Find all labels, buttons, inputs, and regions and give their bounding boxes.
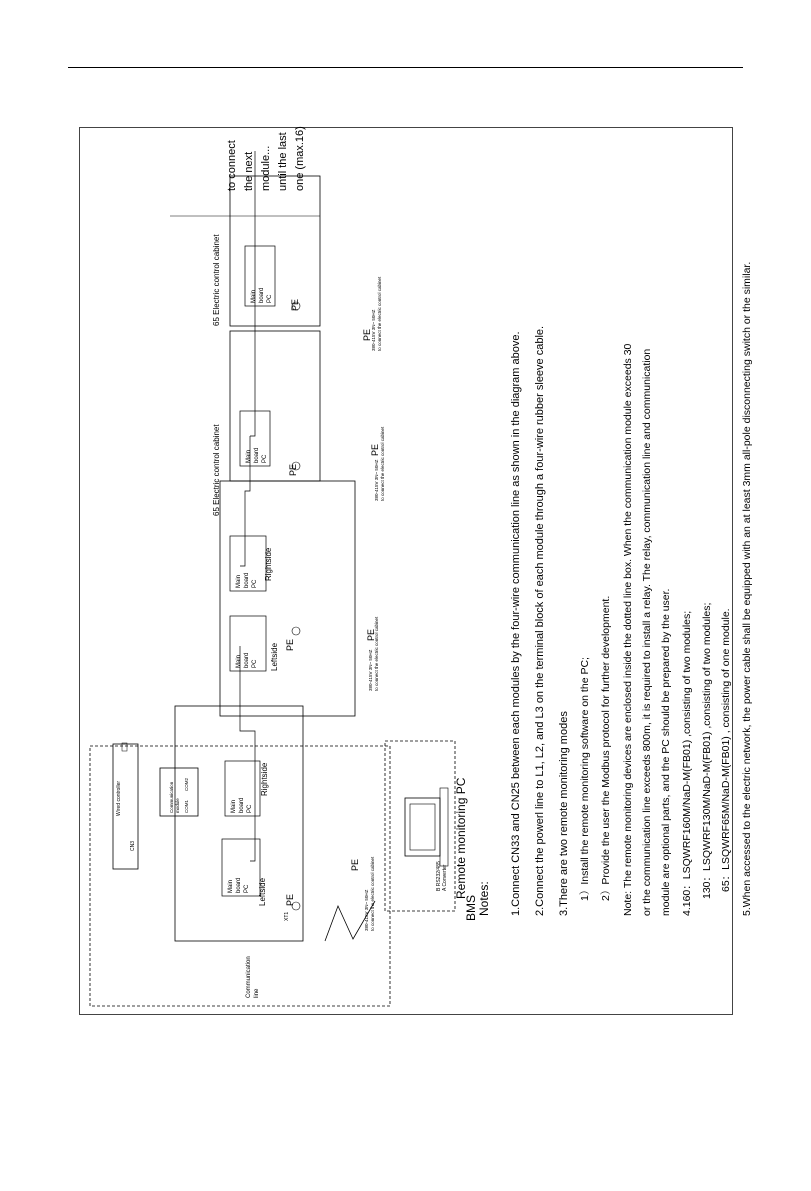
comm-port-2: COM2 xyxy=(184,777,189,791)
svg-text:to connect the electric contro: to connect the electric control cabinet xyxy=(377,276,382,351)
svg-text:Rightside: Rightside xyxy=(264,547,273,581)
note-remote-3: module are optional parts, and the PC should be prepared by the user. xyxy=(660,588,672,916)
svg-text:PC: PC xyxy=(244,884,250,893)
svg-text:PE: PE xyxy=(285,638,295,651)
svg-text:one (max.16): one (max.16) xyxy=(294,126,306,191)
svg-text:PC: PC xyxy=(262,454,268,463)
module-1 xyxy=(175,706,375,941)
svg-text:PC: PC xyxy=(252,579,258,588)
cabinet-label: 65 Electric control cabinet xyxy=(212,424,221,516)
note-5: 5.When accessed to the electric network, the power cable shall be equipped with an at least 3mm all-pole disconnecting switch or the similar. xyxy=(741,261,753,916)
svg-text:380-415V 3N~ 50HZ: 380-415V 3N~ 50HZ xyxy=(364,889,369,931)
note-4b: 130：LSQWRF130M/NaD-M(FB01) ,consisting of two modules; xyxy=(701,602,713,899)
svg-text:board: board xyxy=(244,572,250,588)
pe-label: PE xyxy=(285,893,295,906)
note-4c: 65：LSQWRF65M/NaD-M(FB01) , consisting of one module. xyxy=(720,608,732,892)
notes-heading: Notes: xyxy=(477,881,491,916)
note-remote-1: Note: The remote monitoring devices are enclosed inside the dotted line box. When the communication module exceeds 30 xyxy=(622,343,634,916)
svg-text:PE: PE xyxy=(362,328,372,341)
note-1: 1.Connect CN33 and CN25 between each modules by the four-wire communication line as shown in the diagram above. xyxy=(510,331,522,916)
svg-text:380-415V 3N~ 50HZ: 380-415V 3N~ 50HZ xyxy=(368,649,373,691)
svg-text:module...: module... xyxy=(260,145,272,191)
svg-text:until the last: until the last xyxy=(277,132,289,191)
svg-text:PC: PC xyxy=(247,804,253,813)
notes-block xyxy=(477,262,753,916)
leftside-label: Leftside xyxy=(258,877,267,906)
svg-text:to connect the electric contro: to connect the electric control cabinet xyxy=(370,856,375,931)
svg-text:PE: PE xyxy=(366,628,376,641)
comm-module-label-2: module xyxy=(175,798,180,813)
converter-label-1: B RS232/485 xyxy=(436,861,442,891)
svg-text:board: board xyxy=(244,652,250,668)
comm-module-label-1: Communication xyxy=(169,781,174,813)
svg-text:board: board xyxy=(239,797,245,813)
svg-text:PC: PC xyxy=(267,294,273,303)
module-3 xyxy=(212,328,385,516)
comm-port-1: COM1 xyxy=(184,799,189,813)
ground-icon xyxy=(292,627,300,635)
svg-text:board: board xyxy=(254,447,260,463)
bms-label: BMS xyxy=(464,894,478,921)
svg-text:PC: PC xyxy=(252,659,258,668)
svg-text:380-415V 3N~ 50HZ: 380-415V 3N~ 50HZ xyxy=(371,309,376,351)
module-2 xyxy=(220,481,379,716)
svg-text:board: board xyxy=(259,287,265,303)
svg-text:Main: Main xyxy=(236,654,242,668)
svg-text:Main: Main xyxy=(231,799,237,813)
svg-text:XT1: XT1 xyxy=(284,911,290,921)
note-3b: 2）Provide the user the Modbus protocol for further development. xyxy=(600,595,612,901)
svg-text:the next: the next xyxy=(243,151,255,191)
rightside-label: Rightside xyxy=(260,762,269,796)
comm-line-label-2: line xyxy=(254,988,260,998)
remote-pc-label: Remote monitoring PC xyxy=(454,777,468,899)
svg-text:PE: PE xyxy=(350,858,360,871)
svg-text:Main: Main xyxy=(246,449,252,463)
module-4 xyxy=(212,176,382,351)
converter-label-2: A Converter xyxy=(442,864,448,891)
wired-controller-label: Wired controller xyxy=(116,780,122,816)
note-remote-2: or the communication line exceeds 800m, it is required to install a relay. The relay, communication line and communication xyxy=(641,348,653,916)
svg-text:to connect: to connect xyxy=(226,140,238,191)
remote-monitoring-box xyxy=(90,746,390,1006)
note-3: 3.There are two remote monitoring modes xyxy=(558,711,570,916)
svg-text:to connect the electric contro: to connect the electric control cabinet xyxy=(380,426,385,501)
svg-text:65 Electric control cabinet: 65 Electric control cabinet xyxy=(212,234,221,326)
comm-line-label-1: Communication xyxy=(246,956,252,998)
svg-text:PE: PE xyxy=(290,298,300,311)
svg-text:to connect the electric contro: to connect the electric control cabinet xyxy=(374,616,379,691)
note-3a: 1）Install the remote monitoring software on the PC; xyxy=(579,657,591,901)
svg-text:board: board xyxy=(236,877,242,893)
svg-text:PE: PE xyxy=(370,443,380,456)
note-2: 2.Connect the powerl line to L1, L2, and L3 on the terminal block of each module through a four-wire rubber sleeve cable. xyxy=(534,325,546,916)
svg-text:Main: Main xyxy=(236,574,242,588)
wc-port-label: CN3 xyxy=(130,840,136,851)
svg-text:PE: PE xyxy=(288,463,298,476)
note-4a: 4.160：LSQWRF160M/NaD-M(FB01) ,consisting of two modules; xyxy=(681,610,693,916)
next-module-text xyxy=(226,126,306,191)
svg-text:Main: Main xyxy=(251,289,257,303)
svg-text:380-415V 3N~ 50HZ: 380-415V 3N~ 50HZ xyxy=(374,459,379,501)
svg-text:Main: Main xyxy=(228,879,234,893)
svg-text:Leftside: Leftside xyxy=(270,642,279,671)
